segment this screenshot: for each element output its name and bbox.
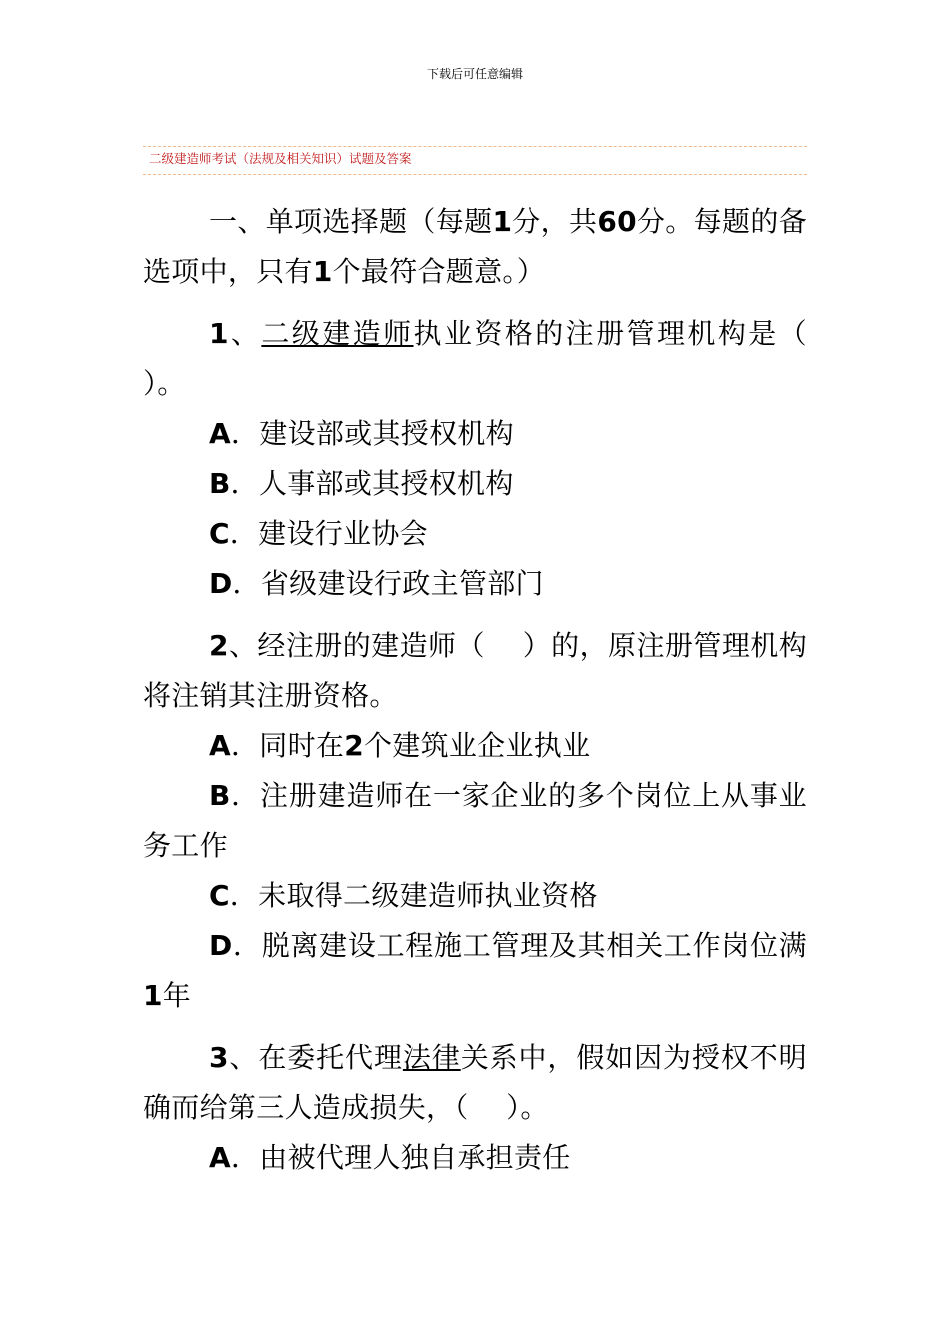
option-letter: B (209, 467, 231, 500)
option-letter: A (209, 417, 231, 450)
option-text: ．未取得二级建造师执业资格 (229, 879, 598, 912)
section-heading (143, 197, 807, 297)
question-3-stem (143, 1033, 807, 1133)
option-text: ．由被代理人独自承担责任 (230, 1141, 571, 1174)
document-body (143, 197, 845, 1183)
question-1 (143, 309, 845, 609)
option-d (143, 921, 807, 1021)
option-b (143, 459, 807, 509)
question-2 (143, 621, 807, 1021)
option-text: ．人事部或其授权机构 (230, 467, 514, 500)
question-3 (143, 1033, 807, 1183)
option-text: ．建设部或其授权机构 (230, 417, 514, 450)
option-c (143, 509, 807, 559)
section-heading-text: 一、单项选择题（每题 (209, 205, 493, 238)
option-text: 个建筑业企业执业 (363, 729, 591, 762)
question-text: 执业资格的注册管理机构是（ ）。 (143, 317, 845, 400)
question-text: 关系中，假如因为授权不明确而给第三人造成损失，（ ）。 (143, 1041, 807, 1124)
document-header (143, 146, 807, 175)
question-2-stem (143, 621, 807, 721)
option-text: ．脱离建设工程施工管理及其相关工作岗位满 (232, 929, 807, 962)
option-letter: A (209, 729, 231, 762)
section-score-per-question: 1 (492, 205, 513, 238)
question-number: 3 (209, 1041, 229, 1074)
question-number: 1 (209, 317, 229, 350)
question-text: 、在委托代理 (228, 1041, 403, 1074)
option-d (143, 559, 807, 609)
option-a (143, 721, 807, 771)
option-text: ．同时在 (230, 729, 345, 762)
section-heading-text: 分，共 (512, 205, 598, 238)
option-number: 2 (344, 729, 364, 762)
option-b (143, 771, 807, 871)
option-c (143, 871, 807, 921)
option-letter: A (209, 1141, 231, 1174)
option-letter: C (209, 879, 230, 912)
section-heading-text: 个最符合题意。） (332, 255, 546, 288)
section-heading-text: 分。每题的备选项中，只有 (143, 205, 807, 288)
option-text: ．省级建设行政主管部门 (232, 567, 544, 600)
section-correct-count: 1 (312, 255, 333, 288)
option-letter: C (209, 517, 230, 550)
question-3-link[interactable]: 法律 (402, 1041, 461, 1074)
option-a (143, 409, 807, 459)
option-text: ．注册建造师在一家企业的多个岗位上从事业务工作 (143, 779, 807, 862)
question-separator: 、 (228, 317, 262, 350)
option-text: 年 (162, 979, 192, 1012)
section-total-score: 60 (597, 205, 637, 238)
option-number: 1 (143, 979, 163, 1012)
option-letter: B (209, 779, 231, 812)
option-text: ．建设行业协会 (229, 517, 428, 550)
question-text: 、经注册的建造师（ ）的，原注册管理机构将注销其注册资格。 (143, 629, 807, 712)
option-a (143, 1133, 807, 1183)
document-title: 二级建造师考试（法规及相关知识）试题及答案 (149, 151, 412, 166)
question-number: 2 (209, 629, 229, 662)
page-top-note: 下载后可任意编辑 (426, 67, 523, 81)
option-letter: D (209, 567, 233, 600)
question-1-stem (143, 309, 845, 409)
option-letter: D (209, 929, 233, 962)
question-1-link[interactable]: 二级建造师 (261, 317, 414, 350)
